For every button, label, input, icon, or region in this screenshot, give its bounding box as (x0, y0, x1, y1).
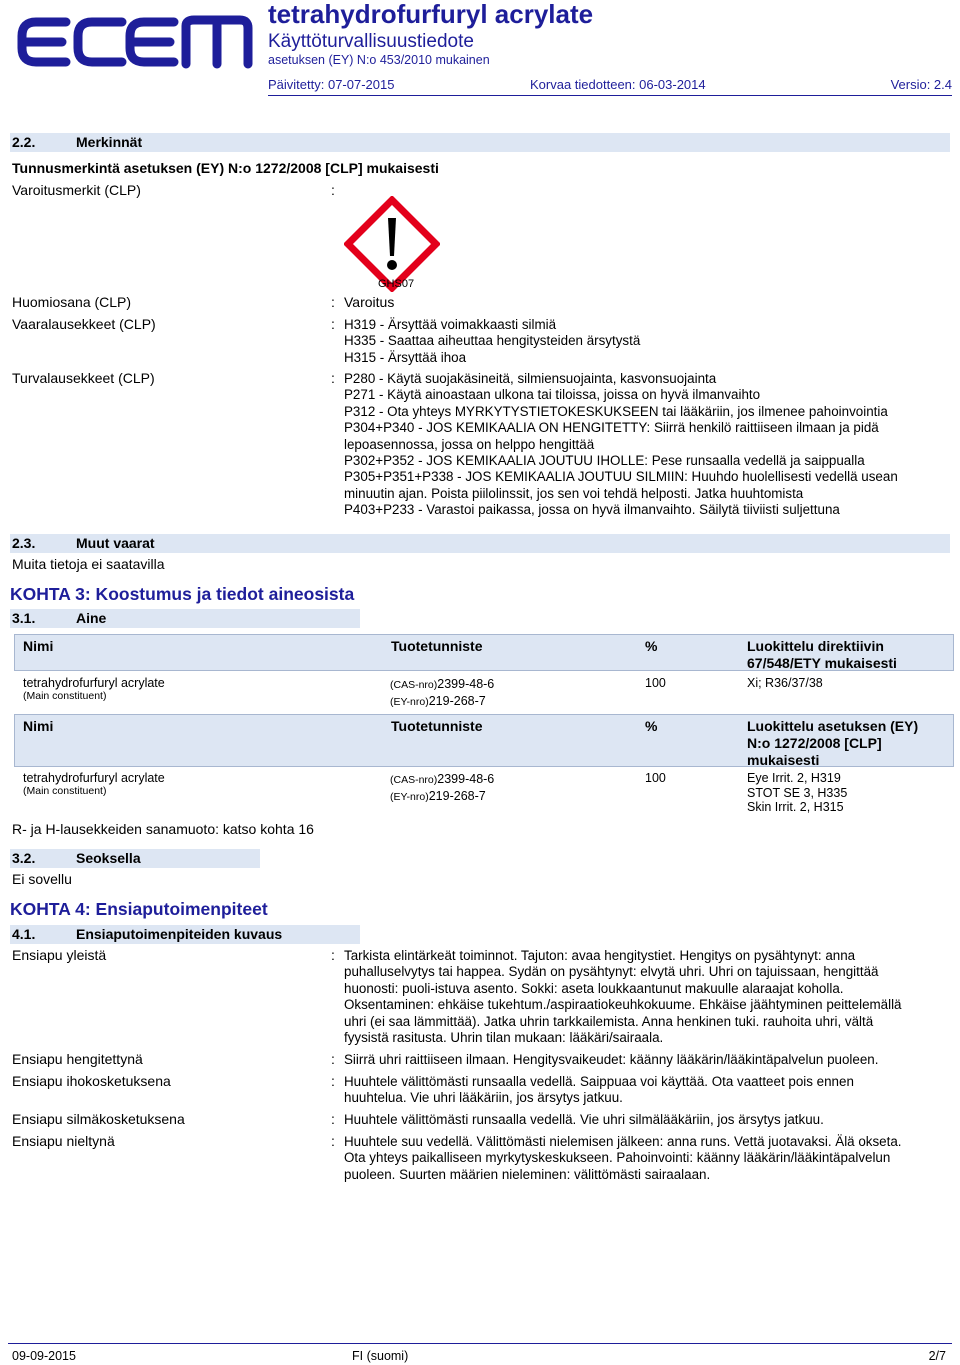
hazard-statements-label: Vaaralausekkeet (CLP) (12, 316, 156, 332)
precaution-line: P312 - Ota yhteys MYRKYTYSTIETOKESKUKSEEN tai lääkäriin, jos ilmenee pahoinvointia (344, 403, 888, 419)
other-hazards-text: Muita tietoja ei saatavilla (12, 556, 165, 572)
ec-number (390, 694, 486, 710)
column-header: Nimi (23, 638, 54, 654)
hazard-line: H319 - Ärsyttää voimakkaasti silmiä (344, 317, 557, 332)
section-number: 3.1. (12, 610, 36, 626)
section-title: Aine (76, 610, 107, 626)
ec-prefix: (EY-nro) (390, 696, 429, 708)
column-header: Luokittelu direktiivin 67/548/ETY mukaisesti (747, 638, 897, 671)
footer-language: FI (suomi) (352, 1349, 409, 1363)
document-subtitle: Käyttöturvallisuustiedote (268, 31, 474, 52)
colon: : (331, 1111, 335, 1127)
section-4-1-bar (10, 925, 360, 944)
section-3-1-bar (10, 609, 360, 628)
cas-value: 2399-48-6 (437, 677, 495, 691)
first-aid-ingestion-label: Ensiapu nieltynä (12, 1133, 115, 1149)
section-number: 3.2. (12, 850, 36, 866)
colon: : (331, 294, 335, 310)
pictograms-label: Varoitusmerkit (CLP) (12, 182, 141, 198)
precaution-line: P302+P352 - JOS KEMIKAALIA JOUTUU IHOLLE: Pese runsaalla vedellä ja saippualla (344, 453, 865, 469)
replaces-date: Korvaa tiedotteen: 06-03-2014 (530, 77, 706, 92)
text-line: Huuhtele välittömästi runsaalla vedellä. Vie uhri silmälääkäriin, jos ärsytys jatkuu. (344, 1112, 824, 1127)
pictogram-code: GHS07 (378, 278, 415, 290)
first-aid-eye-text (344, 1112, 824, 1128)
colon: : (331, 947, 335, 963)
signal-word-label: Huomiosana (CLP) (12, 294, 132, 310)
first-aid-inhalation-text (344, 1052, 878, 1068)
hazard-line: H315 - Ärsyttää ihoa (344, 349, 467, 365)
header-divider (268, 95, 952, 96)
clp-heading: Tunnusmerkintä asetuksen (EY) N:o 1272/2008 [CLP] mukaisesti (12, 160, 439, 176)
precaution-line: P305+P351+P338 - JOS KEMIKAALIA JOUTUU SILMIIN: Huuhdo huolellisesti vedellä usean (344, 469, 898, 485)
signal-word-value: Varoitus (344, 294, 395, 310)
text-line: Tarkista elintärkeät toiminnot. Tajuton: avaa hengitystiet. Hengitys on pysähtynyt: anna (344, 948, 856, 963)
column-header: Tuotetunniste (391, 638, 483, 654)
colon: : (331, 316, 335, 332)
classification-line: Eye Irrit. 2, H319 (747, 771, 841, 785)
updated-date: Päivitetty: 07-07-2015 (268, 77, 395, 92)
colon: : (331, 182, 335, 198)
hazard-statements (344, 317, 640, 366)
section-title: Ensiaputoimenpiteiden kuvaus (76, 926, 283, 942)
section-4-heading: KOHTA 4: Ensiaputoimenpiteet (10, 899, 268, 919)
section-number: 4.1. (12, 926, 36, 942)
classification-line: STOT SE 3, H335 (747, 785, 848, 800)
column-header: % (645, 638, 658, 654)
colon: : (331, 1073, 335, 1089)
precautionary-statements (344, 371, 898, 519)
column-header: Nimi (23, 718, 54, 734)
cas-prefix: (CAS-nro) (390, 679, 438, 691)
precaution-line: P280 - Käytä suojakäsineitä, silmiensuojainta, kasvonsuojainta (344, 371, 717, 386)
column-header: Luokittelu asetuksen (EY) N:o 1272/2008 [CLP] mukaisesti (747, 718, 919, 768)
text-line: puhalluselvytys tai happea. Sydän on pysähtynyt: elvytä uhri. Uhri on tajuissaan, hengittää (344, 964, 879, 980)
substance-name: tetrahydrofurfuryl acrylate (23, 676, 165, 690)
precaution-line: lepoasennossa, jossa on helppo hengittää (344, 436, 595, 452)
section-number: 2.3. (12, 535, 36, 551)
cas-number (390, 677, 494, 693)
percent-value: 100 (645, 771, 666, 785)
text-line: huuhtelua. Vie uhri lääkäriin, jos ärsytys jatkuu. (344, 1090, 623, 1106)
regulation-reference: asetuksen (EY) N:o 453/2010 mukainen (268, 53, 490, 67)
section-3-heading: KOHTA 3: Koostumus ja tiedot aineosista (10, 584, 355, 604)
page-number: 2/7 (928, 1349, 946, 1363)
text-line: Ota yhteys paikalliseen myrkytyskeskukseen. Pahoinvointi: käänny lääkärin/lääkintäpalvelun (344, 1150, 891, 1166)
table-header (14, 714, 954, 767)
ec-value: 219-268-7 (428, 694, 486, 708)
colon: : (331, 1051, 335, 1067)
substance-name: tetrahydrofurfuryl acrylate (23, 771, 165, 785)
composition-table-dsd (14, 634, 954, 714)
column-header: Tuotetunniste (391, 718, 483, 734)
ecem-logo (14, 0, 254, 76)
first-aid-eye-label: Ensiapu silmäkosketuksena (12, 1111, 185, 1127)
ec-number (390, 789, 486, 805)
version: Versio: 2.4 (890, 77, 952, 92)
ec-prefix: (EY-nro) (390, 791, 429, 803)
first-aid-general-text (344, 948, 902, 1046)
footer-date: 09-09-2015 (12, 1349, 76, 1363)
cas-value: 2399-48-6 (437, 772, 495, 786)
percent-value: 100 (645, 676, 666, 690)
first-aid-inhalation-label: Ensiapu hengitettynä (12, 1051, 143, 1067)
precaution-line: minuutin ajan. Poista piilolinssit, jos sen voi tehdä helposti. Jatka huuhtomista (344, 485, 804, 501)
colon: : (331, 1133, 335, 1149)
hazard-line: H335 - Saattaa aiheuttaa hengitysteiden ärsytystä (344, 333, 641, 349)
text-line: Oksentaminen: ehkäise tukehtum./aspiraatiokeuhkokuume. Ehkäise jäähtyminen peittelemällä (344, 997, 902, 1013)
text-line: uhri (ei saa lämmittää). Jatka uhrin tarkkailemista. Anna henkinen tuki. rauhoita uhri, vältä (344, 1013, 874, 1029)
section-title: Seoksella (76, 850, 141, 866)
section-title: Merkinnät (76, 134, 143, 150)
composition-table-clp (14, 714, 954, 818)
precaution-line: P403+P233 - Varastoi paikassa, jossa on hyvä ilmanvaihto. Säilytä tiiviisti suljettuna (344, 502, 840, 518)
section-2-2-bar (10, 133, 950, 152)
table-header (14, 634, 954, 671)
text-line: Siirrä uhri raittiiseen ilmaan. Hengitysvaikeudet: käänny lääkärin/lääkintäpalvelun puoleen. (344, 1052, 879, 1067)
first-aid-skin-text (344, 1074, 854, 1107)
section-number: 2.2. (12, 134, 36, 150)
text-line: Huuhtele välittömästi runsaalla vedellä. Saippuaa voi käyttää. Ota vaatteet pois ennen (344, 1074, 854, 1089)
text-line: fyysistä rasitusta. Uhrin tilan mukaan: lääkäri/sairaala. (344, 1030, 664, 1046)
ec-value: 219-268-7 (428, 789, 486, 803)
text-line: Huuhtele suu vedellä. Välittömästi nielemisen jälkeen: anna runs. Vettä juotavaksi. Älä okseta. (344, 1134, 902, 1149)
mixture-text: Ei sovellu (12, 871, 72, 887)
precautionary-statements-label: Turvalausekkeet (CLP) (12, 370, 155, 386)
substance-role: (Main constituent) (23, 690, 107, 702)
phrases-note: R- ja H-lausekkeiden sanamuoto: katso kohta 16 (12, 821, 314, 837)
cas-number (390, 772, 494, 788)
text-line: puoleen. Suurten määrien nieleminen: välittömästi sairaalaan. (344, 1166, 711, 1182)
first-aid-skin-label: Ensiapu ihokosketuksena (12, 1073, 171, 1089)
text-line: huonosti: puoli-istuva asento. Sokki: aseta loukkaantunut makuulle alaraajat koholla. (344, 980, 844, 996)
classification-value (747, 771, 847, 815)
first-aid-general-label: Ensiapu yleistä (12, 947, 107, 963)
footer-divider (8, 1343, 952, 1344)
precaution-line: P271 - Käytä ainoastaan ulkona tai tiloissa, joissa on hyvä ilmanvaihto (344, 387, 761, 403)
section-3-2-bar (10, 849, 260, 868)
classification-line: Skin Irrit. 2, H315 (747, 800, 844, 814)
first-aid-ingestion-text (344, 1134, 902, 1183)
document-title: tetrahydrofurfuryl acrylate (268, 0, 594, 29)
cas-prefix: (CAS-nro) (390, 774, 438, 786)
classification-value: Xi; R36/37/38 (747, 676, 823, 690)
substance-role: (Main constituent) (23, 785, 107, 797)
colon: : (331, 370, 335, 386)
section-title: Muut vaarat (76, 535, 155, 551)
section-2-3-bar (10, 534, 950, 553)
precaution-line: P304+P340 - JOS KEMIKAALIA ON HENGITETTY: Siirrä henkilö raittiiseen ilmaan ja pidä (344, 420, 879, 436)
column-header: % (645, 718, 658, 734)
